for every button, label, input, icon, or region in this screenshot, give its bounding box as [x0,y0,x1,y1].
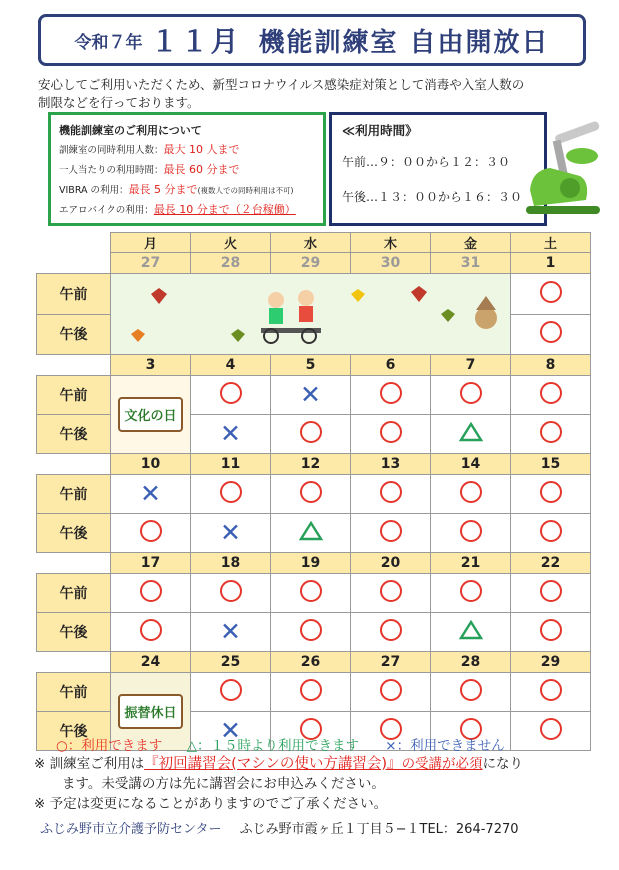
am-label: 午前 [37,274,111,315]
date-row-spacer [37,553,111,574]
date-cell: 13 [351,454,431,475]
intro-line-1: 安心してご利用いただくため、新型コロナウイルス感染症対策として消毒や入室人数の [38,77,525,92]
slot-cell [111,514,191,553]
pm-label: 午後 [37,415,111,454]
weekday-header: 火 [191,233,271,253]
slot-cell [271,574,351,613]
date-row [37,253,591,274]
footer-address: ふじみ野市霞ヶ丘１丁目５−１TEL：264-7270 [239,822,519,837]
slot-cell [351,475,431,514]
date-cell: 27 [351,652,431,673]
am-label: 午前 [37,673,111,712]
pm-label: 午後 [37,613,111,652]
available-mark [380,382,402,404]
usage-label: VIBRA の利用： [59,185,129,196]
slot-cell [271,376,351,415]
usage-heading: 機能訓練室のご利用について [59,124,202,137]
title-banner [38,14,586,66]
available-mark [220,382,242,404]
date-cell: 15 [511,454,591,475]
date-cell: 29 [271,253,351,274]
date-cell: 20 [351,553,431,574]
date-cell: 31 [431,253,511,274]
legend-tri: △：１５時より利用できます [186,738,359,754]
fitness-illustration-icon [111,274,511,350]
date-row [37,355,591,376]
available-mark [300,619,322,641]
header-spacer [37,233,111,253]
slot-cell [351,415,431,454]
slot-cell [511,415,591,454]
date-cell: 28 [431,652,511,673]
usage-label: 訓練室の同時利用人数： [59,145,164,156]
available-mark [540,421,562,443]
available-mark [540,718,562,740]
slot-cell [351,376,431,415]
slot-row-pm [37,613,591,652]
date-cell: 12 [271,454,351,475]
slot-cell [111,475,191,514]
available-mark [220,679,242,701]
weekday-header: 土 [511,233,591,253]
usage-value: 最長 10 分まで（２台稼働） [153,203,296,216]
slot-cell [271,475,351,514]
slot-cell [351,613,431,652]
date-cell: 3 [111,355,191,376]
available-mark [220,580,242,602]
usage-note: (複数人での同時利用は不可) [197,186,294,195]
available-mark [380,580,402,602]
note-1-emphasis-2: の受講が必須 [401,756,483,772]
title-era: 令和７年 [74,32,143,53]
slot-cell [431,376,511,415]
slot-cell [271,415,351,454]
slot-cell [431,613,511,652]
slot-cell [111,613,191,652]
available-mark [220,481,242,503]
note-1 [34,754,594,774]
date-cell: 17 [111,553,191,574]
usage-value: 最長 60 分まで [163,163,240,176]
available-mark [300,679,322,701]
date-cell: 30 [351,253,431,274]
date-cell: 28 [191,253,271,274]
slot-cell [351,574,431,613]
footer [40,818,519,837]
footer-org: ふじみ野市立介護予防センター [40,822,222,837]
available-mark [460,481,482,503]
available-mark [380,481,402,503]
date-cell: 27 [111,253,191,274]
slot-cell [511,274,591,315]
weekday-header-row [37,233,591,253]
note-2: ※ 予定は変更になることがありますのでご了承ください。 [34,796,388,812]
date-cell: 6 [351,355,431,376]
available-mark [460,520,482,542]
note-1-prefix: ※ 訓練室ご利用は [34,756,145,772]
date-cell: 1 [511,253,591,274]
slot-cell [191,574,271,613]
usage-row [59,180,315,200]
date-row-spacer [37,454,111,475]
slot-cell [191,613,271,652]
available-mark [300,481,322,503]
date-cell: 4 [191,355,271,376]
slot-cell [111,574,191,613]
slot-cell [511,574,591,613]
usage-label: エアロバイクの利用： [59,205,154,216]
date-cell: 10 [111,454,191,475]
available-mark [380,679,402,701]
available-mark [540,382,562,404]
date-cell: 25 [191,652,271,673]
legend-x: ×：利用できません [385,738,505,754]
date-cell: 29 [511,652,591,673]
available-mark [540,580,562,602]
usage-value: 最長 5 分まで [128,183,198,196]
legend [56,734,505,754]
slot-cell [271,673,351,712]
available-mark [460,679,482,701]
date-row [37,454,591,475]
slot-row-am [37,274,591,315]
holiday-label: 文化の日 [118,397,182,432]
legend-ok: ○：利用できます [56,738,163,754]
hours-am: 午前…９：００から１２：３０ [342,155,511,169]
unavailable-mark: ✕ [220,715,241,745]
slot-row-am [37,376,591,415]
from-15-mark [459,620,483,644]
date-cell: 24 [111,652,191,673]
usage-row [59,160,315,180]
am-label: 午前 [37,376,111,415]
available-mark [300,580,322,602]
date-cell: 5 [271,355,351,376]
available-mark [540,481,562,503]
slot-cell [191,376,271,415]
hours-pm: 午後…１３：００から１６：３０ [342,190,523,204]
pm-label: 午後 [37,314,111,355]
hours-heading: ≪利用時間》 [342,123,418,138]
available-mark [540,321,562,343]
date-row-spacer [37,355,111,376]
date-row [37,553,591,574]
date-cell: 7 [431,355,511,376]
slot-cell [431,574,511,613]
slot-cell [191,673,271,712]
slot-cell [431,415,511,454]
from-15-mark [299,521,323,545]
unavailable-mark: ✕ [140,478,161,508]
date-cell: 14 [431,454,511,475]
slot-row-am [37,574,591,613]
weekday-header: 水 [271,233,351,253]
slot-cell [511,314,591,355]
pm-label: 午後 [37,514,111,553]
slot-cell [511,514,591,553]
available-mark [140,580,162,602]
calendar [36,232,591,751]
usage-row [59,140,315,160]
date-row-spacer [37,253,111,274]
slot-cell [191,514,271,553]
available-mark [460,580,482,602]
culture-day-illustration [111,376,191,454]
available-mark [540,281,562,303]
available-mark [300,421,322,443]
note-1-suffix: になり [482,756,524,772]
title-month: １１月 [150,25,241,58]
slot-cell [431,673,511,712]
available-mark [540,679,562,701]
weekday-header: 金 [431,233,511,253]
slot-cell [431,475,511,514]
closed-week-illustration [111,274,511,355]
date-cell: 26 [271,652,351,673]
date-cell: 8 [511,355,591,376]
holiday-label: 振替休日 [118,694,182,729]
usage-label: 一人当たりの利用時間： [59,165,164,176]
date-cell: 18 [191,553,271,574]
slot-cell [351,514,431,553]
exercise-bike-illustration [520,110,614,222]
note-1-emphasis: 『初回講習会(マシンの使い方講習会)』 [144,756,402,772]
available-mark [140,619,162,641]
intro-line-2: 制限などを行っております。 [38,95,200,110]
slot-cell [511,673,591,712]
slot-cell [351,673,431,712]
calendar-table [36,232,591,751]
unavailable-mark: ✕ [220,517,241,547]
available-mark [540,520,562,542]
slot-cell [511,376,591,415]
am-label: 午前 [37,574,111,613]
date-cell: 21 [431,553,511,574]
date-row [37,652,591,673]
usage-row [59,200,315,220]
weekday-header: 木 [351,233,431,253]
date-row-spacer [37,652,111,673]
date-cell: 19 [271,553,351,574]
unavailable-mark: ✕ [300,379,321,409]
slot-cell [511,613,591,652]
slot-cell [191,475,271,514]
available-mark [540,619,562,641]
notes [34,754,594,814]
weekday-header: 月 [111,233,191,253]
from-15-mark [459,422,483,446]
available-mark [460,382,482,404]
am-label: 午前 [37,475,111,514]
slot-cell [191,415,271,454]
date-cell: 11 [191,454,271,475]
unavailable-mark: ✕ [220,616,241,646]
available-mark [140,520,162,542]
slot-row-pm [37,514,591,553]
available-mark [380,520,402,542]
slot-cell [511,475,591,514]
usage-value: 最大 10 人まで [163,143,240,156]
intro-text [38,76,558,112]
pm-label: 午後 [37,712,111,751]
slot-row-am [37,673,591,712]
slot-cell [431,514,511,553]
note-1-line-2: ます。未受講の方は先に講習会にお申込みください。 [62,776,385,792]
slot-cell [271,514,351,553]
title-main: 機能訓練室 自由開放日 [258,27,550,58]
hours-box [329,112,547,226]
slot-row-am [37,475,591,514]
available-mark [380,619,402,641]
slot-cell [511,712,591,751]
slot-cell [271,613,351,652]
available-mark [380,421,402,443]
date-cell: 22 [511,553,591,574]
unavailable-mark: ✕ [220,418,241,448]
usage-rules-box [48,112,326,226]
